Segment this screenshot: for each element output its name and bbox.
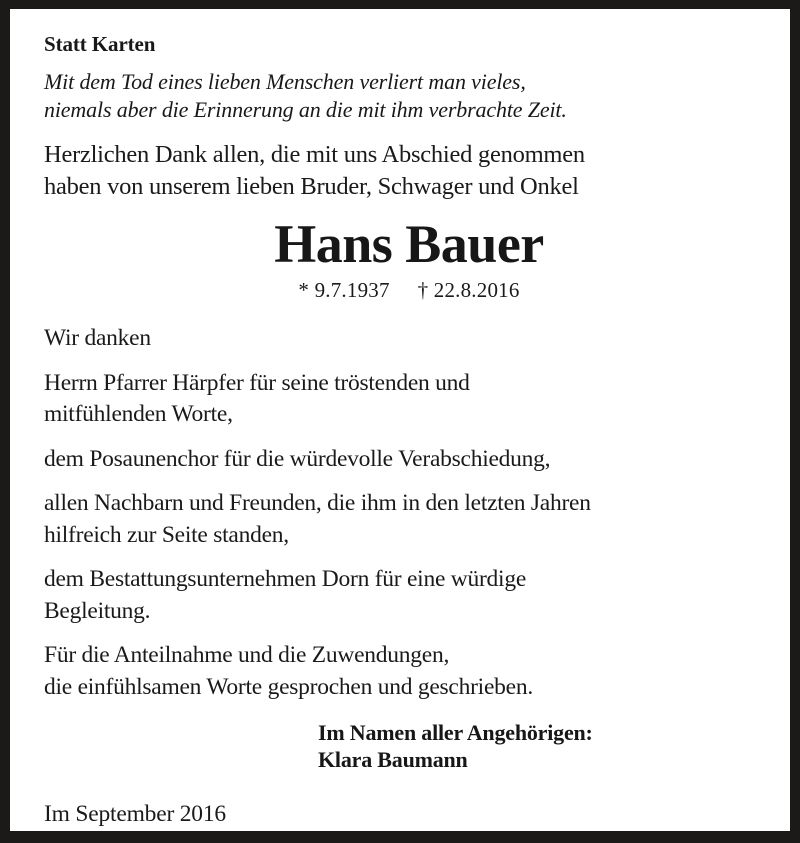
death-date: 22.8.2016 [433, 278, 520, 302]
closing-paragraph [44, 640, 774, 703]
thanks-item-line-1: dem Posaunenchor für die würdevolle Verabschiedung, [44, 445, 551, 472]
thanks-item-line-2: mitfühlenden Worte, [44, 401, 233, 427]
lead-paragraph-line-2: haben von unserem lieben Bruder, Schwager und Onkel [44, 173, 579, 200]
thanks-item-line-2: Begleitung. [44, 597, 151, 624]
thanks-item [44, 368, 774, 431]
life-dates [44, 277, 774, 303]
lead-paragraph [44, 139, 774, 203]
obituary-card [10, 9, 790, 831]
thanks-item [44, 444, 774, 476]
thanks-item-line-1: allen Nachbarn und Freunden, die ihm in den letzten Jahren [44, 490, 591, 516]
notice-heading: Statt Karten [44, 32, 156, 56]
signature-block [318, 719, 774, 773]
memorial-quote [44, 68, 774, 124]
memorial-quote-line-1: Mit dem Tod eines lieben Menschen verliert man vieles, [44, 69, 526, 94]
thanks-item [44, 564, 774, 627]
death-symbol-icon: † [417, 278, 429, 302]
closing-paragraph-line-2: die einfühlsamen Worte gesprochen und geschrieben. [44, 673, 533, 700]
birth-date: 9.7.1937 [314, 278, 390, 302]
birth-symbol-icon: * [298, 278, 310, 302]
obituary-content [44, 31, 774, 829]
thanks-item-line-1: Herrn Pfarrer Härpfer für seine tröstenden und [44, 369, 470, 396]
memorial-quote-line-2: niemals aber die Erinnerung an die mit ihm verbrachte Zeit. [44, 97, 567, 122]
notice-date: Im September 2016 [44, 801, 226, 827]
thanks-item-line-1: dem Bestattungsunternehmen Dorn für eine würdige [44, 566, 527, 592]
thanks-intro: Wir danken [44, 325, 151, 351]
thanks-item [44, 488, 774, 551]
lead-paragraph-line-1: Herzlichen Dank allen, die mit uns Abschied genommen [44, 141, 585, 168]
closing-paragraph-line-1: Für die Anteilnahme und die Zuwendungen, [44, 642, 450, 668]
deceased-name: Hans Bauer [274, 214, 544, 274]
signature-line-1: Im Namen aller Angehörigen: [318, 720, 593, 745]
signature-line-2: Klara Baumann [318, 747, 468, 772]
thanks-item-line-2: hilfreich zur Seite standen, [44, 521, 289, 548]
